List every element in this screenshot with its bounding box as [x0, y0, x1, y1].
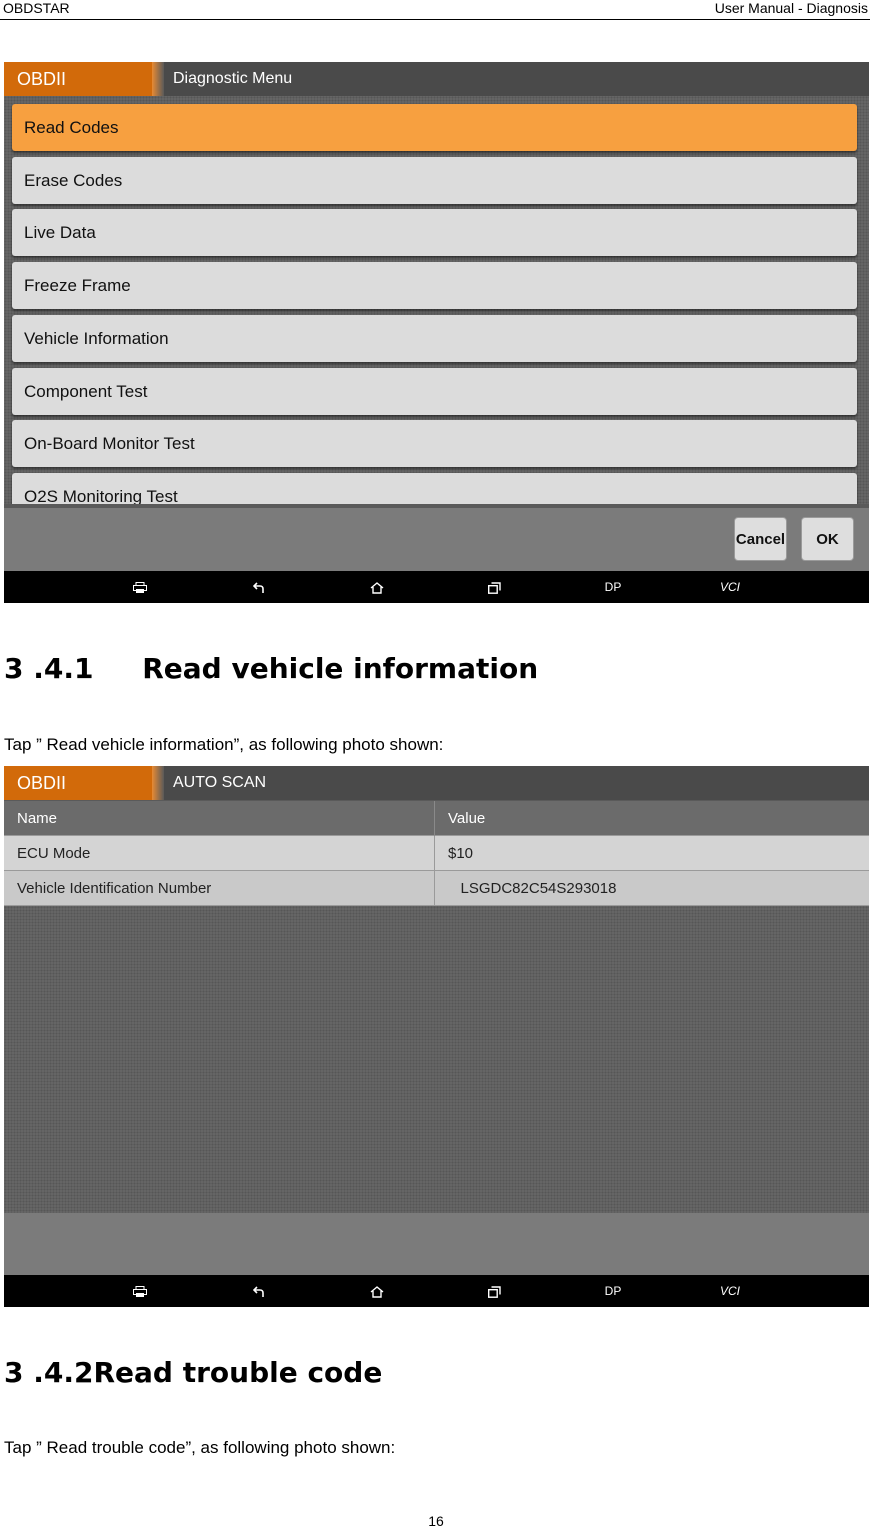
button-bar: [4, 508, 869, 571]
menu-item-erase-codes[interactable]: Erase Codes: [12, 157, 857, 204]
recent-apps-icon[interactable]: [479, 1275, 509, 1307]
ok-button[interactable]: OK: [801, 517, 854, 561]
row-value: $10: [448, 845, 474, 862]
column-header-name: Name: [4, 801, 435, 836]
brand-label: OBDII: [4, 766, 152, 800]
vci-indicator: VCI: [719, 580, 740, 594]
section-text-read-vehicle-information: Tap ” Read vehicle information”, as following photo shown:: [4, 735, 444, 754]
dp-button[interactable]: DP: [604, 1284, 622, 1298]
row-name: Vehicle Identification Number: [4, 871, 435, 906]
title-bar: [4, 62, 869, 96]
page-number: 16: [428, 1513, 444, 1529]
button-bar: [4, 1213, 869, 1275]
cancel-button[interactable]: Cancel: [734, 517, 787, 561]
menu-item-vehicle-information[interactable]: Vehicle Information: [12, 315, 857, 362]
table-header: [4, 801, 869, 836]
brand-label: OBDII: [4, 62, 152, 96]
menu-item-read-codes[interactable]: Read Codes: [12, 104, 857, 151]
table-row[interactable]: [4, 871, 869, 906]
menu-item-onboard-monitor-test[interactable]: On-Board Monitor Test: [12, 420, 857, 467]
section-heading-read-vehicle-information: 3 .4.1 Read vehicle information: [4, 652, 539, 685]
dp-button[interactable]: DP: [604, 580, 622, 594]
row-name: ECU Mode: [4, 836, 435, 871]
android-nav-bar: [4, 571, 869, 603]
home-icon[interactable]: [362, 571, 392, 603]
menu-item-o2s-monitoring-test[interactable]: O2S Monitoring Test: [12, 473, 857, 504]
empty-list-area: [4, 906, 869, 1213]
row-value: LSGDC82C54S293018: [448, 880, 617, 897]
back-icon[interactable]: [244, 571, 274, 603]
doc-header-right: User Manual - Diagnosis: [714, 0, 868, 16]
android-nav-bar: [4, 1275, 869, 1307]
column-header-value: Value: [448, 810, 486, 827]
menu-item-freeze-frame[interactable]: Freeze Frame: [12, 262, 857, 309]
section-heading-read-trouble-code: 3 .4.2Read trouble code: [4, 1356, 383, 1389]
table-row[interactable]: [4, 836, 869, 871]
print-icon[interactable]: [125, 571, 155, 603]
menu-item-live-data[interactable]: Live Data: [12, 209, 857, 256]
home-icon[interactable]: [362, 1275, 392, 1307]
doc-header-left: OBDSTAR: [3, 0, 70, 16]
back-icon[interactable]: [244, 1275, 274, 1307]
screen-title: Diagnostic Menu: [173, 70, 293, 87]
diagnostic-menu-screenshot: [4, 62, 869, 603]
menu-list: [4, 96, 869, 504]
header-rule: [0, 19, 870, 20]
vci-indicator: VCI: [719, 1284, 740, 1298]
print-icon[interactable]: [125, 1275, 155, 1307]
title-bar: [4, 766, 869, 800]
recent-apps-icon[interactable]: [479, 571, 509, 603]
section-text-read-trouble-code: Tap ” Read trouble code”, as following photo shown:: [4, 1438, 396, 1457]
auto-scan-screenshot: [4, 766, 869, 1307]
menu-item-component-test[interactable]: Component Test: [12, 368, 857, 415]
screen-title: AUTO SCAN: [173, 774, 267, 791]
